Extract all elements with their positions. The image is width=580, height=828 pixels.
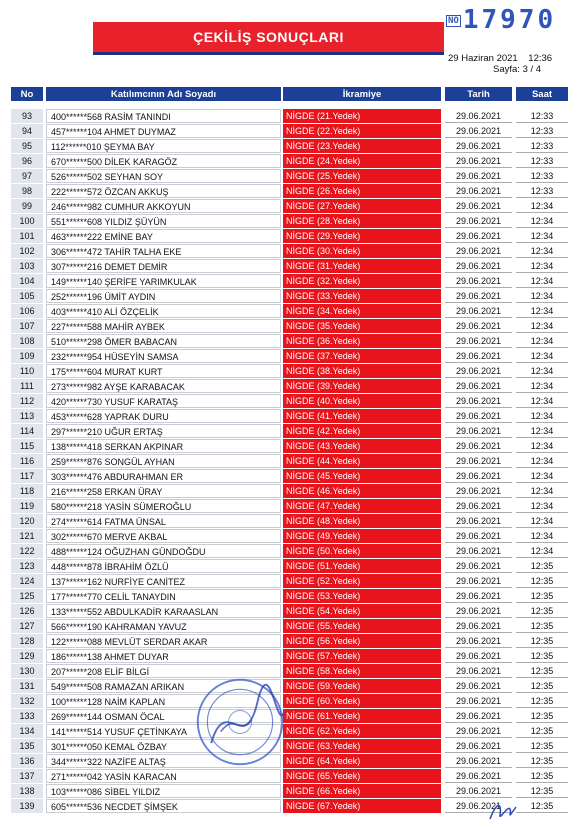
table-row xyxy=(0,244,580,259)
row-time: 12:34 xyxy=(516,379,568,393)
row-no: 136 xyxy=(11,754,43,768)
table-row xyxy=(0,499,580,514)
table-row xyxy=(0,529,580,544)
row-time: 12:34 xyxy=(516,469,568,483)
row-date: 29.06.2021 xyxy=(445,364,512,378)
row-time: 12:35 xyxy=(516,589,568,603)
row-prize: NİGDE (58.Yedek) xyxy=(283,664,441,678)
table-row xyxy=(0,109,580,124)
row-prize: NİGDE (29.Yedek) xyxy=(283,229,441,243)
table-row xyxy=(0,124,580,139)
initials-signature xyxy=(486,795,520,825)
row-time: 12:34 xyxy=(516,304,568,318)
document-number-prefix: NO xyxy=(448,15,459,26)
row-date: 29.06.2021 xyxy=(445,274,512,288)
row-prize: NİGDE (36.Yedek) xyxy=(283,334,441,348)
row-time: 12:34 xyxy=(516,244,568,258)
row-name: 301******050 KEMAL ÖZBAY xyxy=(46,739,281,753)
row-time: 12:34 xyxy=(516,199,568,213)
meta-time: 12:36 xyxy=(528,53,553,64)
row-name: 177******770 CELİL TANAYDIN xyxy=(46,589,281,603)
table-row xyxy=(0,379,580,394)
row-prize: NİGDE (66.Yedek) xyxy=(283,784,441,798)
row-time: 12:35 xyxy=(516,754,568,768)
table-row xyxy=(0,709,580,724)
table-row xyxy=(0,679,580,694)
row-name: 420******730 YUSUF KARATAŞ xyxy=(46,394,281,408)
table-row xyxy=(0,454,580,469)
row-time: 12:34 xyxy=(516,439,568,453)
row-no: 121 xyxy=(11,529,43,543)
row-name: 133******552 ABDULKADİR KARAASLAN xyxy=(46,604,281,618)
row-date: 29.06.2021 xyxy=(445,544,512,558)
row-no: 118 xyxy=(11,484,43,498)
row-time: 12:33 xyxy=(516,184,568,198)
row-no: 123 xyxy=(11,559,43,573)
row-time: 12:34 xyxy=(516,349,568,363)
table-row xyxy=(0,619,580,634)
row-prize: NİGDE (57.Yedek) xyxy=(283,649,441,663)
table-row xyxy=(0,544,580,559)
row-name: 302******670 MERVE AKBAL xyxy=(46,529,281,543)
row-date: 29.06.2021 xyxy=(445,379,512,393)
row-prize: NİGDE (35.Yedek) xyxy=(283,319,441,333)
row-name: 122******088 MEVLÜT SERDAR AKAR xyxy=(46,634,281,648)
row-date: 29.06.2021 xyxy=(445,349,512,363)
row-prize: NİGDE (33.Yedek) xyxy=(283,289,441,303)
row-no: 108 xyxy=(11,334,43,348)
header-no: No xyxy=(11,87,43,101)
table-row xyxy=(0,154,580,169)
row-name: 403******410 ALİ ÖZÇELİK xyxy=(46,304,281,318)
row-no: 106 xyxy=(11,304,43,318)
row-date: 29.06.2021 xyxy=(445,754,512,768)
row-time: 12:34 xyxy=(516,424,568,438)
row-time: 12:34 xyxy=(516,409,568,423)
row-date: 29.06.2021 xyxy=(445,514,512,528)
row-no: 137 xyxy=(11,769,43,783)
row-prize: NİGDE (31.Yedek) xyxy=(283,259,441,273)
row-no: 112 xyxy=(11,394,43,408)
row-prize: NİGDE (56.Yedek) xyxy=(283,634,441,648)
header-time: Saat xyxy=(516,87,568,101)
row-no: 101 xyxy=(11,229,43,243)
row-date: 29.06.2021 xyxy=(445,679,512,693)
row-date: 29.06.2021 xyxy=(445,529,512,543)
row-name: 566******190 KAHRAMAN YAVUZ xyxy=(46,619,281,633)
row-name: 307******216 DEMET DEMİR xyxy=(46,259,281,273)
row-prize: NİGDE (54.Yedek) xyxy=(283,604,441,618)
row-no: 135 xyxy=(11,739,43,753)
row-no: 95 xyxy=(11,139,43,153)
row-time: 12:35 xyxy=(516,559,568,573)
row-prize: NİGDE (53.Yedek) xyxy=(283,589,441,603)
row-time: 12:34 xyxy=(516,214,568,228)
page-title: ÇEKİLİŞ SONUÇLARI xyxy=(93,22,444,52)
row-time: 12:35 xyxy=(516,799,568,813)
row-prize: NİGDE (25.Yedek) xyxy=(283,169,441,183)
row-date: 29.06.2021 xyxy=(445,199,512,213)
row-prize: NİGDE (26.Yedek) xyxy=(283,184,441,198)
row-date: 29.06.2021 xyxy=(445,169,512,183)
row-prize: NİGDE (44.Yedek) xyxy=(283,454,441,468)
row-name: 551******608 YILDIZ ŞÜYÜN xyxy=(46,214,281,228)
row-time: 12:34 xyxy=(516,364,568,378)
row-time: 12:35 xyxy=(516,619,568,633)
row-prize: NİGDE (34.Yedek) xyxy=(283,304,441,318)
row-name: 227******588 MAHİR AYBEK xyxy=(46,319,281,333)
row-time: 12:34 xyxy=(516,289,568,303)
row-name: 269******144 OSMAN ÖCAL xyxy=(46,709,281,723)
row-no: 102 xyxy=(11,244,43,258)
row-time: 12:35 xyxy=(516,784,568,798)
table-row xyxy=(0,514,580,529)
row-date: 29.06.2021 xyxy=(445,574,512,588)
row-prize: NİGDE (64.Yedek) xyxy=(283,754,441,768)
row-no: 129 xyxy=(11,649,43,663)
row-date: 29.06.2021 xyxy=(445,139,512,153)
row-date: 29.06.2021 xyxy=(445,109,512,123)
row-date: 29.06.2021 xyxy=(445,664,512,678)
row-date: 29.06.2021 xyxy=(445,469,512,483)
table-row xyxy=(0,694,580,709)
row-time: 12:33 xyxy=(516,169,568,183)
table-row xyxy=(0,439,580,454)
row-name: 271******042 YASİN KARACAN xyxy=(46,769,281,783)
row-date: 29.06.2021 xyxy=(445,484,512,498)
row-no: 133 xyxy=(11,709,43,723)
table-row xyxy=(0,664,580,679)
row-date: 29.06.2021 xyxy=(445,799,512,813)
table-row xyxy=(0,199,580,214)
row-no: 93 xyxy=(11,109,43,123)
row-no: 130 xyxy=(11,664,43,678)
table-row xyxy=(0,604,580,619)
table-row xyxy=(0,649,580,664)
row-time: 12:35 xyxy=(516,709,568,723)
row-date: 29.06.2021 xyxy=(445,319,512,333)
row-name: 297******210 UĞUR ERTAŞ xyxy=(46,424,281,438)
row-date: 29.06.2021 xyxy=(445,289,512,303)
row-name: 186******138 AHMET DUYAR xyxy=(46,649,281,663)
row-date: 29.06.2021 xyxy=(445,709,512,723)
row-no: 115 xyxy=(11,439,43,453)
row-time: 12:34 xyxy=(516,529,568,543)
row-prize: NİGDE (40.Yedek) xyxy=(283,394,441,408)
row-prize: NİGDE (23.Yedek) xyxy=(283,139,441,153)
row-prize: NİGDE (45.Yedek) xyxy=(283,469,441,483)
row-time: 12:35 xyxy=(516,679,568,693)
row-prize: NİGDE (47.Yedek) xyxy=(283,499,441,513)
row-date: 29.06.2021 xyxy=(445,649,512,663)
row-date: 29.06.2021 xyxy=(445,259,512,273)
table-row xyxy=(0,424,580,439)
official-seal-stamp xyxy=(192,674,288,770)
table-row xyxy=(0,184,580,199)
row-no: 139 xyxy=(11,799,43,813)
row-name: 232******954 HÜSEYİN SAMSA xyxy=(46,349,281,363)
row-name: 605******536 NECDET ŞİMŞEK xyxy=(46,799,281,813)
row-prize: NİGDE (65.Yedek) xyxy=(283,769,441,783)
row-date: 29.06.2021 xyxy=(445,454,512,468)
row-date: 29.06.2021 xyxy=(445,784,512,798)
row-prize: NİGDE (60.Yedek) xyxy=(283,694,441,708)
row-date: 29.06.2021 xyxy=(445,559,512,573)
row-time: 12:34 xyxy=(516,334,568,348)
row-no: 125 xyxy=(11,589,43,603)
row-name: 259******876 SONGÜL AYHAN xyxy=(46,454,281,468)
document-number xyxy=(446,5,556,35)
row-prize: NİGDE (48.Yedek) xyxy=(283,514,441,528)
row-no: 127 xyxy=(11,619,43,633)
row-date: 29.06.2021 xyxy=(445,424,512,438)
row-name: 138******418 SERKAN AKPINAR xyxy=(46,439,281,453)
row-prize: NİGDE (22.Yedek) xyxy=(283,124,441,138)
row-date: 29.06.2021 xyxy=(445,304,512,318)
header-prize: İkramiye xyxy=(283,87,441,101)
row-time: 12:35 xyxy=(516,724,568,738)
table-row xyxy=(0,634,580,649)
row-name: 141******514 YUSUF ÇETİNKAYA xyxy=(46,724,281,738)
row-time: 12:34 xyxy=(516,484,568,498)
row-time: 12:34 xyxy=(516,454,568,468)
table-row xyxy=(0,469,580,484)
row-no: 122 xyxy=(11,544,43,558)
row-no: 107 xyxy=(11,319,43,333)
row-prize: NİGDE (61.Yedek) xyxy=(283,709,441,723)
meta-datetime xyxy=(448,53,552,64)
row-date: 29.06.2021 xyxy=(445,394,512,408)
row-date: 29.06.2021 xyxy=(445,619,512,633)
row-no: 114 xyxy=(11,424,43,438)
row-prize: NİGDE (51.Yedek) xyxy=(283,559,441,573)
row-no: 117 xyxy=(11,469,43,483)
row-no: 104 xyxy=(11,274,43,288)
row-name: 273******982 AYŞE KARABACAK xyxy=(46,379,281,393)
row-name: 112******010 ŞEYMA BAY xyxy=(46,139,281,153)
table-row xyxy=(0,364,580,379)
row-name: 207******208 ELİF BİLGİ xyxy=(46,664,281,678)
row-date: 29.06.2021 xyxy=(445,184,512,198)
row-date: 29.06.2021 xyxy=(445,604,512,618)
row-name: 580******218 YASİN SÜMEROĞLU xyxy=(46,499,281,513)
row-time: 12:34 xyxy=(516,499,568,513)
row-no: 138 xyxy=(11,784,43,798)
table-row xyxy=(0,589,580,604)
row-prize: NİGDE (67.Yedek) xyxy=(283,799,441,813)
table-row xyxy=(0,754,580,769)
row-time: 12:33 xyxy=(516,154,568,168)
row-name: 246******982 CUMHUR AKKOYUN xyxy=(46,199,281,213)
table-row xyxy=(0,769,580,784)
row-prize: NİGDE (38.Yedek) xyxy=(283,364,441,378)
row-prize: NİGDE (52.Yedek) xyxy=(283,574,441,588)
row-no: 100 xyxy=(11,214,43,228)
document-number-value: 17970 xyxy=(462,5,557,35)
row-no: 94 xyxy=(11,124,43,138)
row-date: 29.06.2021 xyxy=(445,739,512,753)
row-name: 137******162 NURFİYE CANİTEZ xyxy=(46,574,281,588)
row-prize: NİGDE (30.Yedek) xyxy=(283,244,441,258)
row-date: 29.06.2021 xyxy=(445,589,512,603)
row-prize: NİGDE (43.Yedek) xyxy=(283,439,441,453)
row-prize: NİGDE (59.Yedek) xyxy=(283,679,441,693)
row-no: 99 xyxy=(11,199,43,213)
row-name: 175******604 MURAT KURT xyxy=(46,364,281,378)
row-no: 124 xyxy=(11,574,43,588)
row-date: 29.06.2021 xyxy=(445,499,512,513)
row-prize: NİGDE (49.Yedek) xyxy=(283,529,441,543)
meta-date: 29 Haziran 2021 xyxy=(448,53,518,64)
row-prize: NİGDE (50.Yedek) xyxy=(283,544,441,558)
row-date: 29.06.2021 xyxy=(445,724,512,738)
row-name: 453******628 YAPRAK DURU xyxy=(46,409,281,423)
row-time: 12:34 xyxy=(516,394,568,408)
row-date: 29.06.2021 xyxy=(445,334,512,348)
row-prize: NİGDE (24.Yedek) xyxy=(283,154,441,168)
row-date: 29.06.2021 xyxy=(445,154,512,168)
row-name: 510******298 ÖMER BABACAN xyxy=(46,334,281,348)
row-name: 149******140 ŞERİFE YARIMKULAK xyxy=(46,274,281,288)
row-time: 12:34 xyxy=(516,544,568,558)
header-name: Katılımcının Adı Soyadı xyxy=(46,87,281,101)
table-row xyxy=(0,139,580,154)
row-time: 12:34 xyxy=(516,319,568,333)
row-prize: NİGDE (46.Yedek) xyxy=(283,484,441,498)
table-row xyxy=(0,274,580,289)
row-no: 105 xyxy=(11,289,43,303)
row-time: 12:35 xyxy=(516,769,568,783)
row-no: 120 xyxy=(11,514,43,528)
row-prize: NİGDE (42.Yedek) xyxy=(283,424,441,438)
row-no: 134 xyxy=(11,724,43,738)
row-prize: NİGDE (21.Yedek) xyxy=(283,109,441,123)
row-time: 12:34 xyxy=(516,274,568,288)
row-no: 131 xyxy=(11,679,43,693)
row-no: 103 xyxy=(11,259,43,273)
table-row xyxy=(0,259,580,274)
row-date: 29.06.2021 xyxy=(445,229,512,243)
row-name: 488******124 OĞUZHAN GÜNDOĞDU xyxy=(46,544,281,558)
row-no: 126 xyxy=(11,604,43,618)
row-no: 128 xyxy=(11,634,43,648)
row-date: 29.06.2021 xyxy=(445,214,512,228)
row-name: 463******222 EMİNE BAY xyxy=(46,229,281,243)
row-time: 12:35 xyxy=(516,664,568,678)
row-prize: NİGDE (41.Yedek) xyxy=(283,409,441,423)
row-name: 100******128 NAİM KAPLAN xyxy=(46,694,281,708)
row-no: 132 xyxy=(11,694,43,708)
table-row xyxy=(0,394,580,409)
row-prize: NİGDE (32.Yedek) xyxy=(283,274,441,288)
row-name: 526******502 SEYHAN SOY xyxy=(46,169,281,183)
row-time: 12:35 xyxy=(516,634,568,648)
table-row xyxy=(0,349,580,364)
row-name: 274******614 FATMA ÜNSAL xyxy=(46,514,281,528)
table-row xyxy=(0,334,580,349)
row-date: 29.06.2021 xyxy=(445,694,512,708)
row-no: 98 xyxy=(11,184,43,198)
row-name: 216******258 ERKAN ÜRAY xyxy=(46,484,281,498)
table-row xyxy=(0,319,580,334)
row-date: 29.06.2021 xyxy=(445,124,512,138)
row-prize: NİGDE (39.Yedek) xyxy=(283,379,441,393)
row-name: 344******322 NAZİFE ALTAŞ xyxy=(46,754,281,768)
row-no: 119 xyxy=(11,499,43,513)
row-date: 29.06.2021 xyxy=(445,769,512,783)
row-no: 110 xyxy=(11,364,43,378)
row-date: 29.06.2021 xyxy=(445,244,512,258)
table-row xyxy=(0,169,580,184)
header-date: Tarih xyxy=(445,87,512,101)
row-name: 457******104 AHMET DUYMAZ xyxy=(46,124,281,138)
results-table xyxy=(0,109,580,814)
row-name: 549******508 RAMAZAN ARIKAN xyxy=(46,679,281,693)
row-prize: NİGDE (37.Yedek) xyxy=(283,349,441,363)
row-time: 12:35 xyxy=(516,574,568,588)
row-time: 12:33 xyxy=(516,109,568,123)
row-prize: NİGDE (27.Yedek) xyxy=(283,199,441,213)
row-no: 116 xyxy=(11,454,43,468)
row-time: 12:33 xyxy=(516,124,568,138)
row-time: 12:35 xyxy=(516,739,568,753)
row-name: 670******500 DİLEK KARAGÖZ xyxy=(46,154,281,168)
row-no: 109 xyxy=(11,349,43,363)
table-row xyxy=(0,559,580,574)
row-name: 306******472 TAHİR TALHA EKE xyxy=(46,244,281,258)
table-row xyxy=(0,574,580,589)
table-row xyxy=(0,229,580,244)
row-date: 29.06.2021 xyxy=(445,634,512,648)
table-row xyxy=(0,214,580,229)
row-name: 103******086 SİBEL YILDIZ xyxy=(46,784,281,798)
row-prize: NİGDE (63.Yedek) xyxy=(283,739,441,753)
row-time: 12:34 xyxy=(516,259,568,273)
row-prize: NİGDE (62.Yedek) xyxy=(283,724,441,738)
row-prize: NİGDE (28.Yedek) xyxy=(283,214,441,228)
row-time: 12:35 xyxy=(516,694,568,708)
row-date: 29.06.2021 xyxy=(445,439,512,453)
table-row xyxy=(0,304,580,319)
row-time: 12:34 xyxy=(516,514,568,528)
row-name: 400******568 RASİM TANINDI xyxy=(46,109,281,123)
table-row xyxy=(0,409,580,424)
row-no: 113 xyxy=(11,409,43,423)
row-time: 12:33 xyxy=(516,139,568,153)
row-time: 12:35 xyxy=(516,604,568,618)
row-time: 12:34 xyxy=(516,229,568,243)
row-name: 222******572 ÖZCAN AKKUŞ xyxy=(46,184,281,198)
page-indicator: Sayfa: 3 / 4 xyxy=(493,64,542,75)
row-no: 97 xyxy=(11,169,43,183)
table-row xyxy=(0,724,580,739)
row-no: 96 xyxy=(11,154,43,168)
table-row xyxy=(0,289,580,304)
row-prize: NİGDE (55.Yedek) xyxy=(283,619,441,633)
row-no: 111 xyxy=(11,379,43,393)
row-name: 303******476 ABDURAHMAN ER xyxy=(46,469,281,483)
row-name: 252******196 ÜMİT AYDIN xyxy=(46,289,281,303)
row-date: 29.06.2021 xyxy=(445,409,512,423)
row-time: 12:35 xyxy=(516,649,568,663)
row-name: 448******878 İBRAHİM ÖZLÜ xyxy=(46,559,281,573)
table-row xyxy=(0,739,580,754)
table-row xyxy=(0,484,580,499)
